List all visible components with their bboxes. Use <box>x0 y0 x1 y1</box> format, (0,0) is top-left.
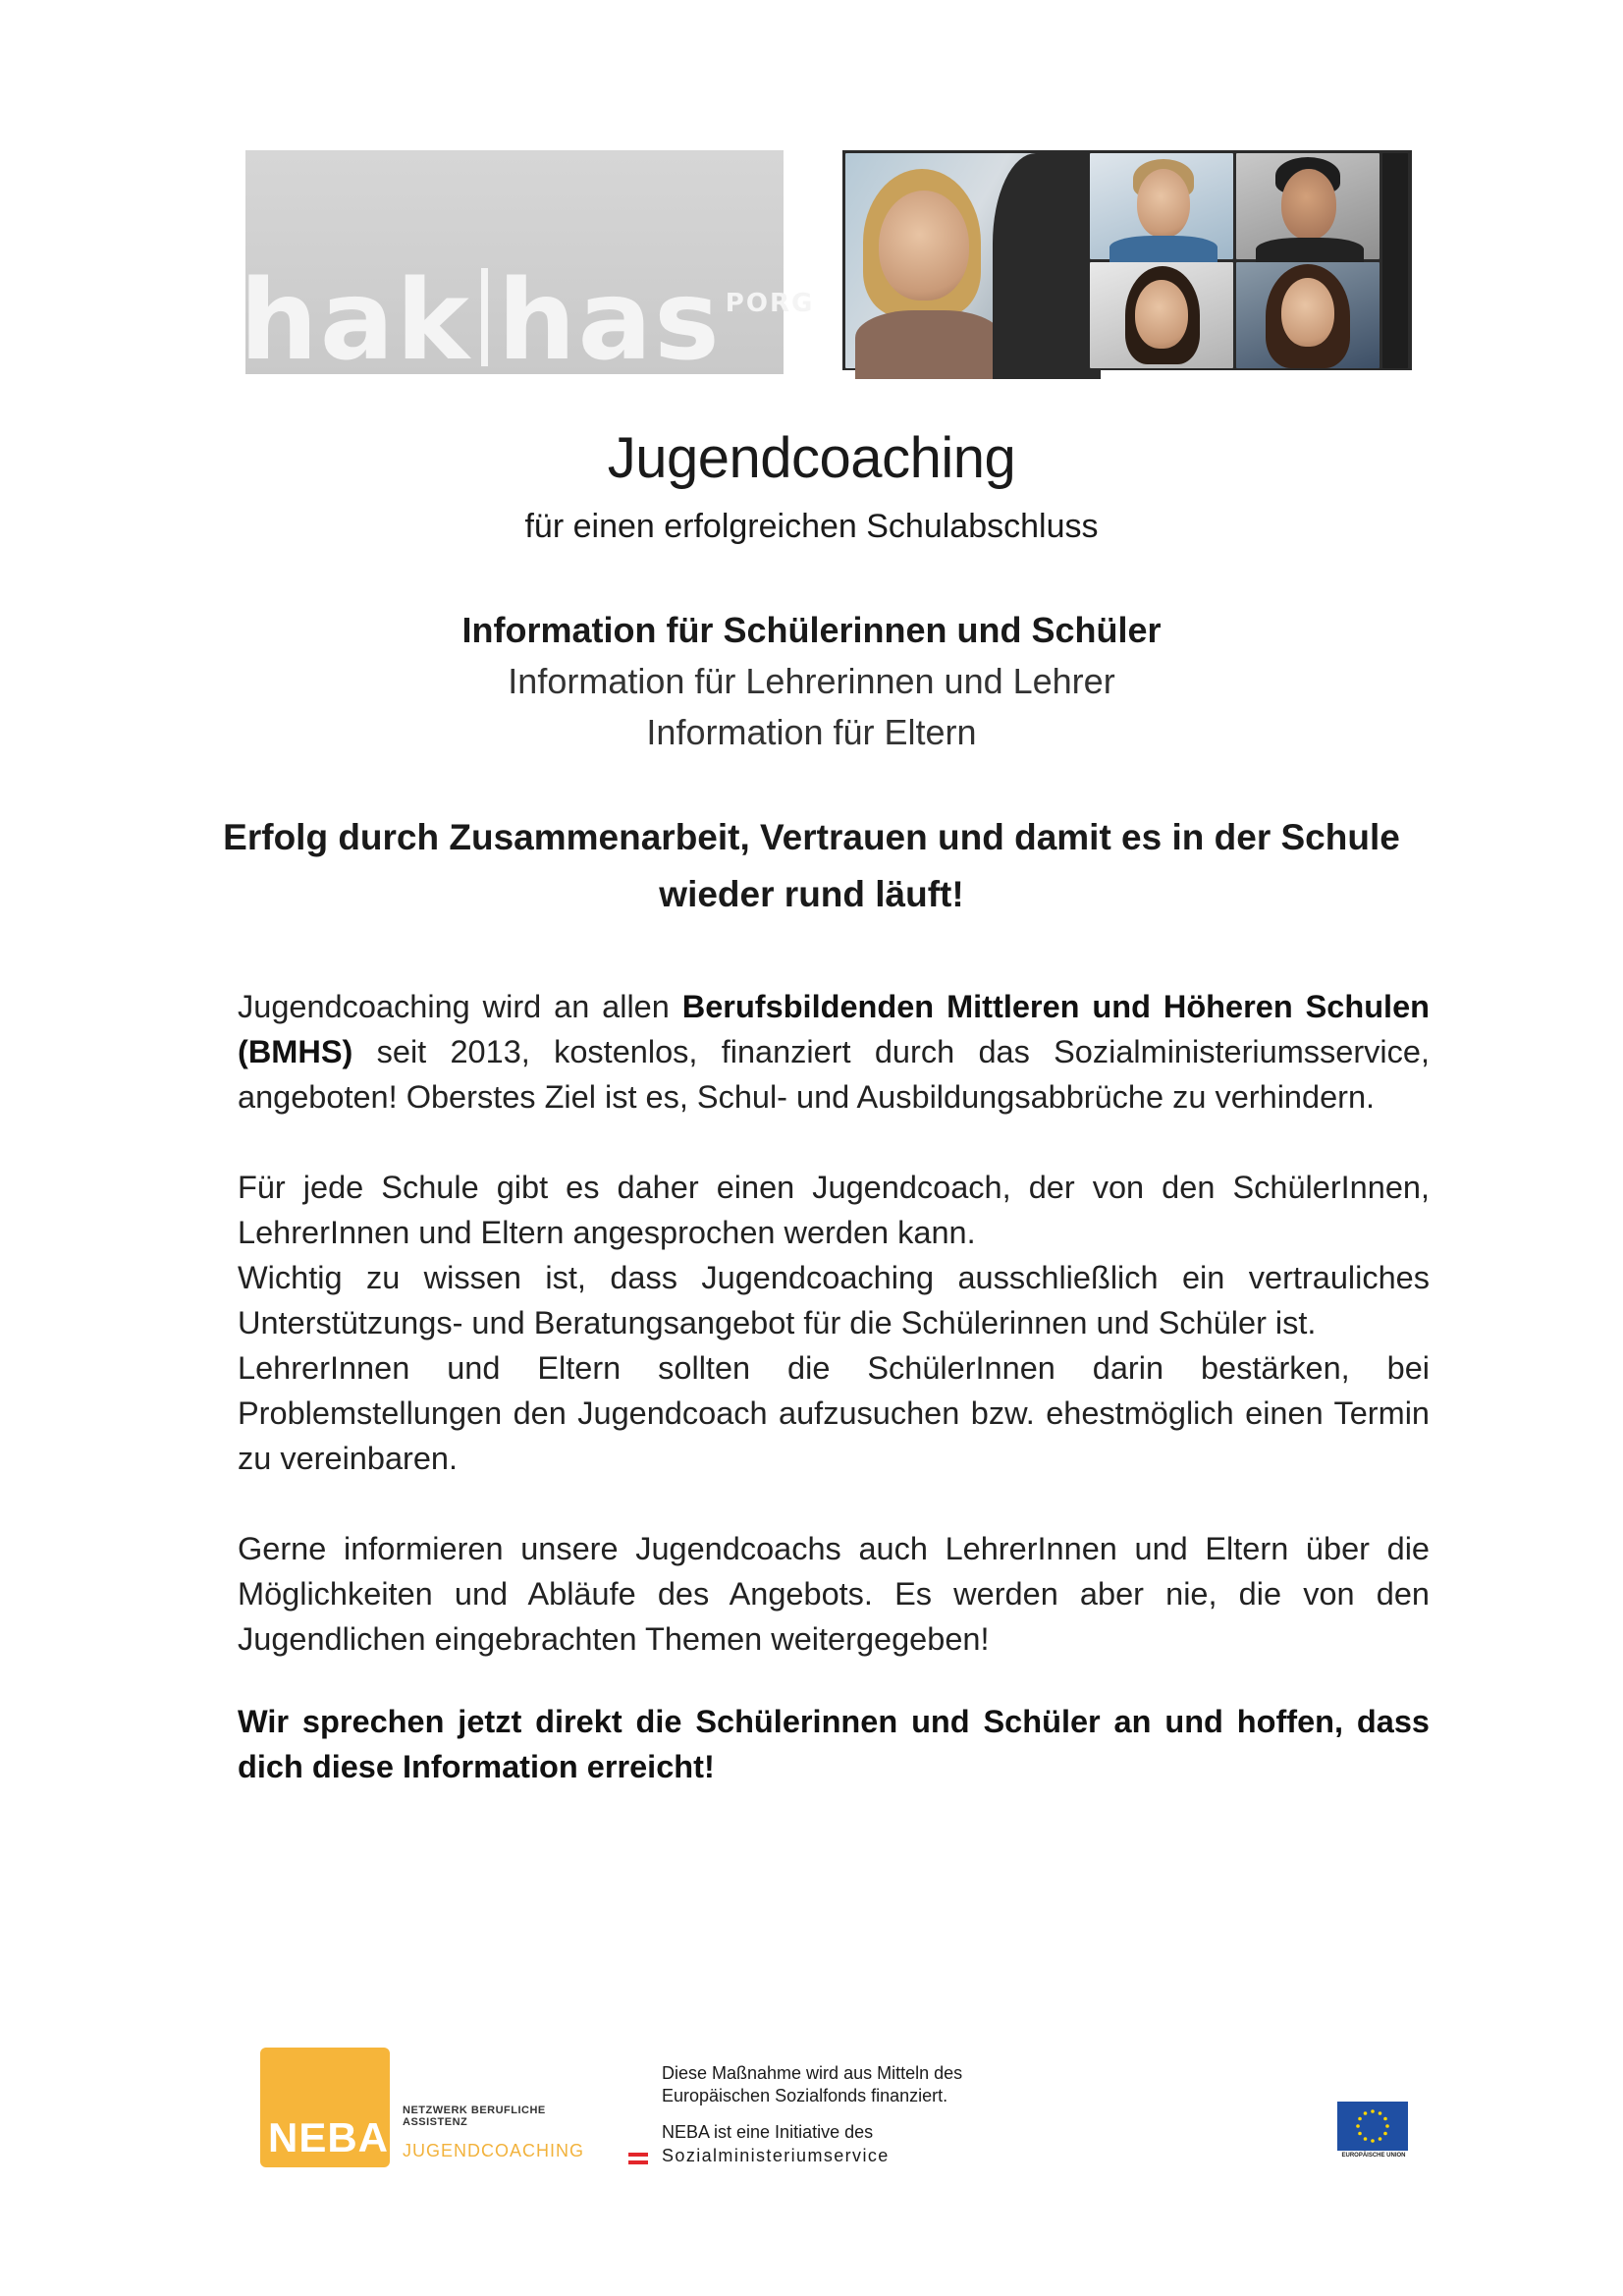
eu-star <box>1371 2139 1375 2143</box>
paragraph-intro <box>238 984 1430 1120</box>
photo-student-boy-1 <box>1090 153 1233 259</box>
eu-star <box>1379 2111 1382 2115</box>
page-title: Jugendcoaching <box>607 426 1016 490</box>
coach-sentence-3: LehrerInnen und Eltern sollten die SchülerInnen darin bestärken, bei Problemstellungen den Jugendcoach aufzusuchen bzw. ehestmöglich einen Termin zu vereinbaren. <box>238 1350 1430 1476</box>
logo-part: has <box>497 257 722 385</box>
paragraph-closing: Wir sprechen jetzt direkt die Schülerinnen und Schüler an und hoffen, dass dich diese Information erreicht! <box>238 1704 1430 1784</box>
logo-text <box>240 257 722 385</box>
info-teachers: Information für Lehrerinnen und Lehrer <box>508 661 1115 701</box>
eu-flag-icon <box>1337 2102 1408 2151</box>
ministry-name: Sozialministeriumservice <box>662 2146 890 2165</box>
photo-student-girl-smiling <box>845 153 1087 368</box>
photo-student-girl-2 <box>1236 262 1380 368</box>
paragraph-coach <box>238 1165 1430 1481</box>
logo-divider <box>481 268 488 366</box>
eu-star <box>1385 2124 1389 2128</box>
eu-star <box>1364 2111 1368 2115</box>
neba-initiative-note: NEBA ist eine Initiative des <box>662 2122 874 2142</box>
eu-star <box>1383 2117 1387 2121</box>
austria-flag-icon <box>628 2153 648 2164</box>
eu-star <box>1358 2117 1362 2121</box>
info-parents: Information für Eltern <box>646 712 977 752</box>
intro-pre: Jugendcoaching wird an allen <box>238 989 682 1024</box>
neba-jugendcoaching-label: JUGENDCOACHING <box>403 2141 585 2160</box>
info-students: Information für Schülerinnen und Schüler <box>461 610 1162 650</box>
photo-edge <box>1382 153 1408 368</box>
slogan <box>0 809 1623 923</box>
eu-star <box>1371 2109 1375 2113</box>
coach-sentence-1: Für jede Schule gibt es daher einen Jugendcoach, der von den SchülerInnen, LehrerInnen und Eltern angesprochen werden kann. <box>238 1170 1430 1250</box>
paragraph-information: Gerne informieren unsere Jugendcoachs auch LehrerInnen und Eltern über die Möglichkeiten und Abläufe des Angebots. Es werden aber nie, die von den Jugendlichen eingebrachten Themen weitergegeben! <box>238 1531 1430 1657</box>
eu-star <box>1358 2132 1362 2136</box>
intro-post: seit 2013, kostenlos, finanziert durch das Sozialministeriumsservice, angeboten! Oberstes Ziel ist es, Schul- und Ausbildungsabbrüche zu verhindern. <box>238 1034 1430 1115</box>
slogan-line-1: Erfolg durch Zusammenarbeit, Vertrauen und damit es in der Schule <box>223 817 1400 857</box>
slogan-line-2: wieder rund läuft! <box>659 874 964 914</box>
photo-student-girl-1 <box>1090 262 1233 368</box>
hak-has-logo <box>240 245 815 385</box>
logo-mark: PORG <box>725 289 815 318</box>
intro-bold: Berufsbildenden Mittleren und Höheren Schulen (BMHS) <box>238 989 1430 1069</box>
eu-star <box>1383 2132 1387 2136</box>
coach-sentence-2: Wichtig zu wissen ist, dass Jugendcoaching ausschließlich ein vertrauliches Unterstützungs- und Beratungsangebot für die Schülerinnen und Schüler ist. <box>238 1260 1430 1340</box>
logo-part: hak <box>240 257 471 385</box>
eu-star <box>1356 2124 1360 2128</box>
neba-logo-text: NEBA <box>268 2114 390 2160</box>
neba-logo <box>260 2048 390 2167</box>
eu-star <box>1364 2137 1368 2141</box>
eu-star <box>1379 2137 1382 2141</box>
eu-caption: EUROPÄISCHE UNION <box>1341 2153 1406 2159</box>
hak-has-logo-banner <box>240 150 815 385</box>
esf-funding-note: Diese Maßnahme wird aus Mitteln des Europäischen Sozialfonds finanziert. <box>662 2063 963 2105</box>
page-subtitle: für einen erfolgreichen Schulabschluss <box>524 508 1099 545</box>
photo-student-boy-2 <box>1236 153 1380 259</box>
students-photo-collage <box>842 150 1412 370</box>
neba-network-label: NETZWERK BERUFLICHE ASSISTENZ <box>403 2105 546 2128</box>
